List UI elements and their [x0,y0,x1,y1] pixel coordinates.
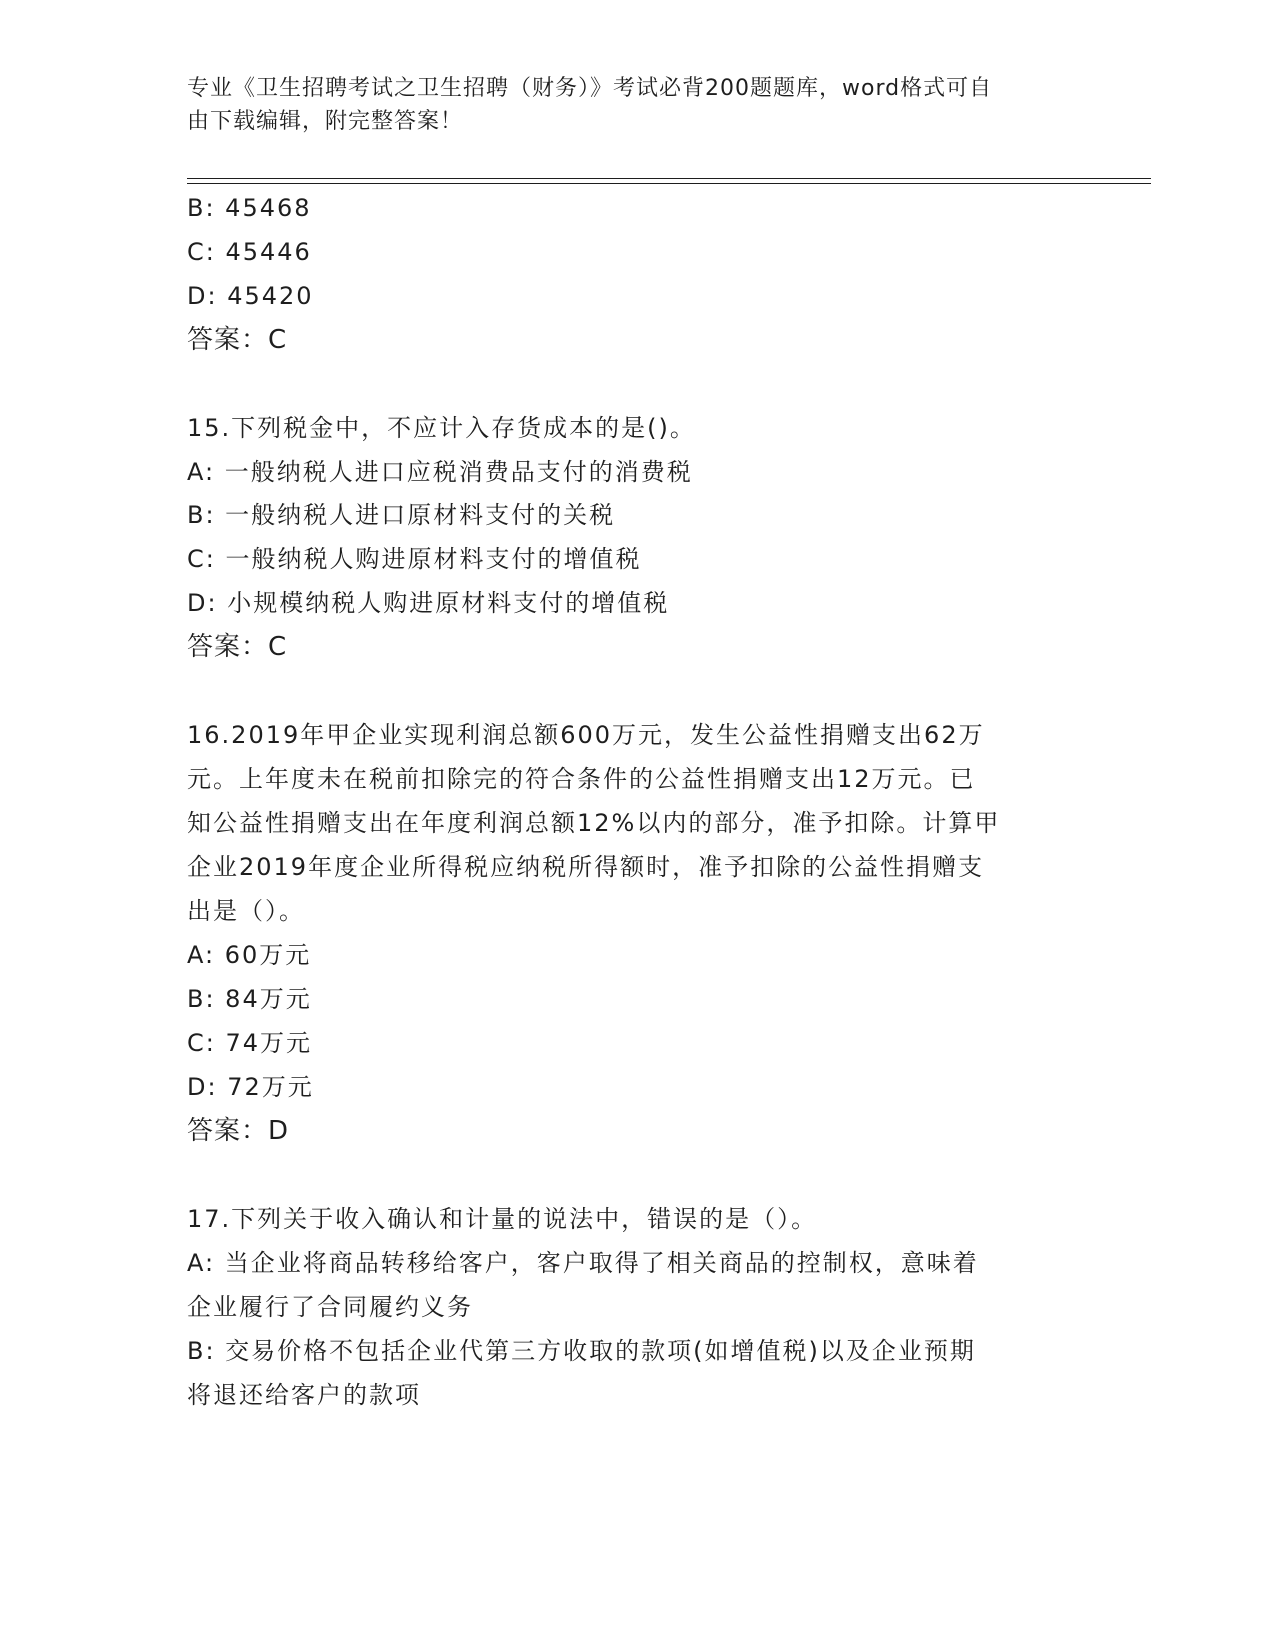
header-divider-top [187,178,1151,179]
header-title-line-2: 由下载编辑，附完整答案！ [187,109,464,134]
q17-option-b-line-2: 将退还给客户的款项 [187,1381,421,1409]
q16-question-line-5: 出是（）。 [187,897,305,925]
q17-option-b-line-1: B: 交易价格不包括企业代第三方收取的款项(如增值税)以及企业预期 [187,1337,976,1365]
q15-option-c: C: 一般纳税人购进原材料支付的增值税 [187,545,642,573]
q16-answer: 答案：D [187,1116,290,1146]
q17-option-a-line-2: 企业履行了合同履约义务 [187,1293,473,1321]
header-divider-bottom [187,183,1151,184]
q14-option-b: B: 45468 [187,194,312,222]
q15-option-d: D: 小规模纳税人购进原材料支付的增值税 [187,589,670,617]
q17-question: 17.下列关于收入确认和计量的说法中，错误的是（）。 [187,1205,818,1233]
q16-option-d: D: 72万元 [187,1073,314,1101]
q15-question: 15.下列税金中，不应计入存货成本的是()。 [187,414,696,442]
q15-option-a: A: 一般纳税人进口应税消费品支付的消费税 [187,458,693,486]
q16-question-line-1: 16.2019年甲企业实现利润总额600万元，发生公益性捐赠支出62万 [187,721,985,749]
q16-question-line-3: 知公益性捐赠支出在年度利润总额12%以内的部分，准予扣除。计算甲 [187,809,1001,837]
q15-option-b: B: 一般纳税人进口原材料支付的关税 [187,501,616,529]
q16-question-line-4: 企业2019年度企业所得税应纳税所得额时，准予扣除的公益性捐赠支 [187,853,985,881]
q15-answer: 答案：C [187,632,288,662]
q16-option-c: C: 74万元 [187,1029,313,1057]
q14-option-c: C: 45446 [187,238,312,266]
q14-answer: 答案：C [187,325,288,355]
q16-option-a: A: 60万元 [187,941,312,969]
q16-option-b: B: 84万元 [187,985,312,1013]
header-title-line-1: 专业《卫生招聘考试之卫生招聘（财务）》考试必背200题题库，word格式可自 [187,76,993,101]
q14-option-d: D: 45420 [187,282,314,310]
document-header [187,72,1087,138]
q16-question-line-2: 元。上年度未在税前扣除完的符合条件的公益性捐赠支出12万元。已 [187,765,976,793]
q17-option-a-line-1: A: 当企业将商品转移给客户，客户取得了相关商品的控制权，意味着 [187,1249,979,1277]
